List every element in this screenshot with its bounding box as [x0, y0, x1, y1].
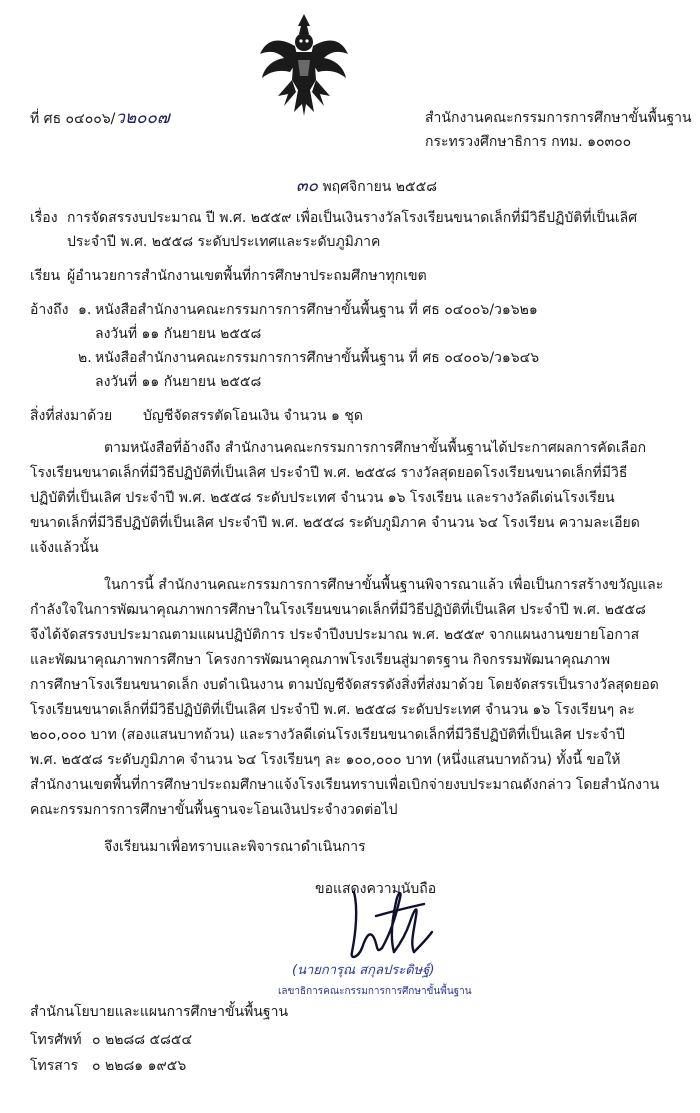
- paragraph-2-line: จึงได้จัดสรรงบประมาณตามแผนปฏิบัติการ ประจำปีงบประมาณ พ.ศ. ๒๕๕๙ จากแผนงานขยายโอกาส: [30, 627, 640, 643]
- paragraph-2-line: คณะกรรมการการศึกษาขั้นพื้นฐานจะโอนเงินประจำงวดต่อไป: [30, 802, 398, 818]
- subject-line-2: ประจำปี พ.ศ. ๒๕๕๘ ระดับประเทศและระดับภูมิภาค: [67, 234, 381, 250]
- footer-fax: ๐ ๒๒๘๑ ๑๙๕๖: [92, 1058, 187, 1074]
- paragraph-2-line: ในการนี้ สำนักงานคณะกรรมการการศึกษาขั้นพื้นฐานพิจารณาแล้ว เพื่อเป็นการสร้างขวัญและ: [104, 577, 664, 593]
- paragraph-2-line: สำนักงานเขตพื้นที่การศึกษาประถมศึกษาแจ้งโรงเรียนทราบเพื่อเบิกจ่ายงบประมาณดังกล่าว โดยสำนักงาน: [30, 777, 660, 793]
- letter-date-day: ๓๐: [296, 176, 318, 196]
- issuing-office: สำนักงานคณะกรรมการการศึกษาขั้นพื้นฐาน: [425, 110, 692, 126]
- paragraph-2-line: พ.ศ. ๒๕๕๘ ระดับภูมิภาค จำนวน ๖๔ โรงเรียนๆ ละ ๑๐๐,๐๐๐ บาท (หนึ่งแสนบาทถ้วน) ทั้งนี้ ขอให้: [30, 752, 621, 768]
- reference-1-line-2: ลงวันที่ ๑๑ กันยายน ๒๕๕๘: [95, 326, 262, 342]
- paragraph-2-line: โรงเรียนขนาดเล็กที่มีวิธีปฏิบัติที่เป็นเลิศ ประจำปี พ.ศ. ๒๕๕๘ ระดับประเทศ จำนวน ๑๖ โรงเรียนๆ ละ: [30, 702, 635, 718]
- document-number-label: ที่ ศธ ๐๔๐๐๖/: [30, 111, 116, 127]
- paragraph-2-line: กำลังใจในการพัฒนาคุณภาพการศึกษาในโรงเรียนขนาดเล็กที่มีวิธีปฏิบัติที่เป็นเลิศ ประจำปี พ.ศ. ๒๕๕๘: [30, 602, 646, 618]
- reference-1-line-1: หนังสือสำนักงานคณะกรรมการการศึกษาขั้นพื้นฐาน ที่ ศธ ๐๔๐๐๖/ว๑๖๒๑: [95, 302, 538, 318]
- footer-unit: สำนักนโยบายและแผนการศึกษาขั้นพื้นฐาน: [30, 1004, 289, 1020]
- reference-2-line-1: หนังสือสำนักงานคณะกรรมการการศึกษาขั้นพื้นฐาน ที่ ศธ ๐๔๐๐๖/ว๑๖๔๖: [95, 350, 540, 366]
- paragraph-1-line: ขนาดเล็กที่มีวิธีปฏิบัติที่เป็นเลิศ ประจำปี พ.ศ. ๒๕๕๘ ระดับภูมิภาค จำนวน ๖๔ โรงเรียน ความละเอียด: [30, 515, 640, 531]
- reference-2-line-2: ลงวันที่ ๑๑ กันยายน ๒๕๕๘: [95, 374, 262, 390]
- paragraph-2-line: การศึกษาโรงเรียนขนาดเล็ก งบดำเนินงาน ตามบัญชีจัดสรรดังสิ่งที่ส่งมาด้วย โดยจัดสรรเป็นรางวัลสุดยอด: [30, 677, 659, 693]
- recipient: ผู้อำนวยการสำนักงานเขตพื้นที่การศึกษาประถมศึกษาทุกเขต: [67, 268, 427, 284]
- subject-label: เรื่อง: [30, 210, 58, 226]
- paragraph-2-line: ๒๐๐,๐๐๐ บาท (สองแสนบาทถ้วน) และรางวัลดีเด่นโรงเรียนขนาดเล็กที่มีวิธีปฏิบัติที่เป็นเลิศ ประจำปี: [30, 727, 625, 743]
- paragraph-1-line: แจ้งแล้วนั้น: [30, 540, 99, 556]
- footer-phone-label: โทรศัพท์: [30, 1032, 82, 1048]
- recipient-label: เรียน: [30, 268, 61, 284]
- closing-line: จึงเรียนมาเพื่อทราบและพิจารณาดำเนินการ: [104, 839, 366, 855]
- handwritten-signature-icon: [340, 886, 440, 966]
- paragraph-2-line: และพัฒนาคุณภาพการศึกษา โครงการพัฒนาคุณภาพโรงเรียนสู่มาตรฐาน กิจกรรมพัฒนาคุณภาพ: [30, 652, 611, 668]
- garuda-emblem-icon: [258, 10, 350, 118]
- regards: ขอแสดงความนับถือ: [315, 881, 437, 897]
- reference-1-number: ๑.: [78, 302, 92, 318]
- footer-phone: ๐ ๒๒๘๘ ๕๘๕๔: [92, 1032, 193, 1048]
- document-number: [30, 110, 170, 128]
- paragraph-1-line: ตามหนังสือที่อ้างถึง สำนักงานคณะกรรมการการศึกษาขั้นพื้นฐานได้ประกาศผลการคัดเลือก: [104, 440, 647, 456]
- subject-line-1: การจัดสรรงบประมาณ ปี พ.ศ. ๒๕๕๙ เพื่อเป็นเงินรางวัลโรงเรียนขนาดเล็กที่มีวิธีปฏิบัติที่เป็นเลิศ: [67, 210, 638, 226]
- enclosure: บัญชีจัดสรรตัดโอนเงิน จำนวน ๑ ชุด: [143, 408, 363, 424]
- reference-2-number: ๒.: [78, 350, 92, 366]
- letter-date-month-year: พฤศจิกายน ๒๕๕๘: [322, 179, 438, 195]
- enclosure-label: สิ่งที่ส่งมาด้วย: [30, 408, 113, 424]
- paragraph-1-line: ปฏิบัติที่เป็นเลิศ ประจำปี พ.ศ. ๒๕๕๘ ระดับประเทศ จำนวน ๑๖ โรงเรียน และรางวัลดีเด่นโรงเรียน: [30, 490, 615, 506]
- signatory-position: เลขาธิการคณะกรรมการการศึกษาขั้นพื้นฐาน: [278, 986, 472, 997]
- references-label: อ้างถึง: [30, 302, 69, 318]
- document-number-handwritten: ว๒๐๐๗: [115, 108, 170, 128]
- footer-fax-label: โทรสาร: [30, 1058, 79, 1074]
- signatory-name: (นายการุณ สกุลประดิษฐ์): [292, 963, 435, 978]
- letter-date: [296, 178, 437, 196]
- issuing-office-address: กระทรวงศึกษาธิการ กทม. ๑๐๓๐๐: [425, 134, 632, 150]
- paragraph-1-line: โรงเรียนขนาดเล็กที่มีวิธีปฏิบัติที่เป็นเลิศ ประจำปี พ.ศ. ๒๕๕๘ รางวัลสุดยอดโรงเรียนขนาดเล็กที่มีวิธี: [30, 465, 628, 481]
